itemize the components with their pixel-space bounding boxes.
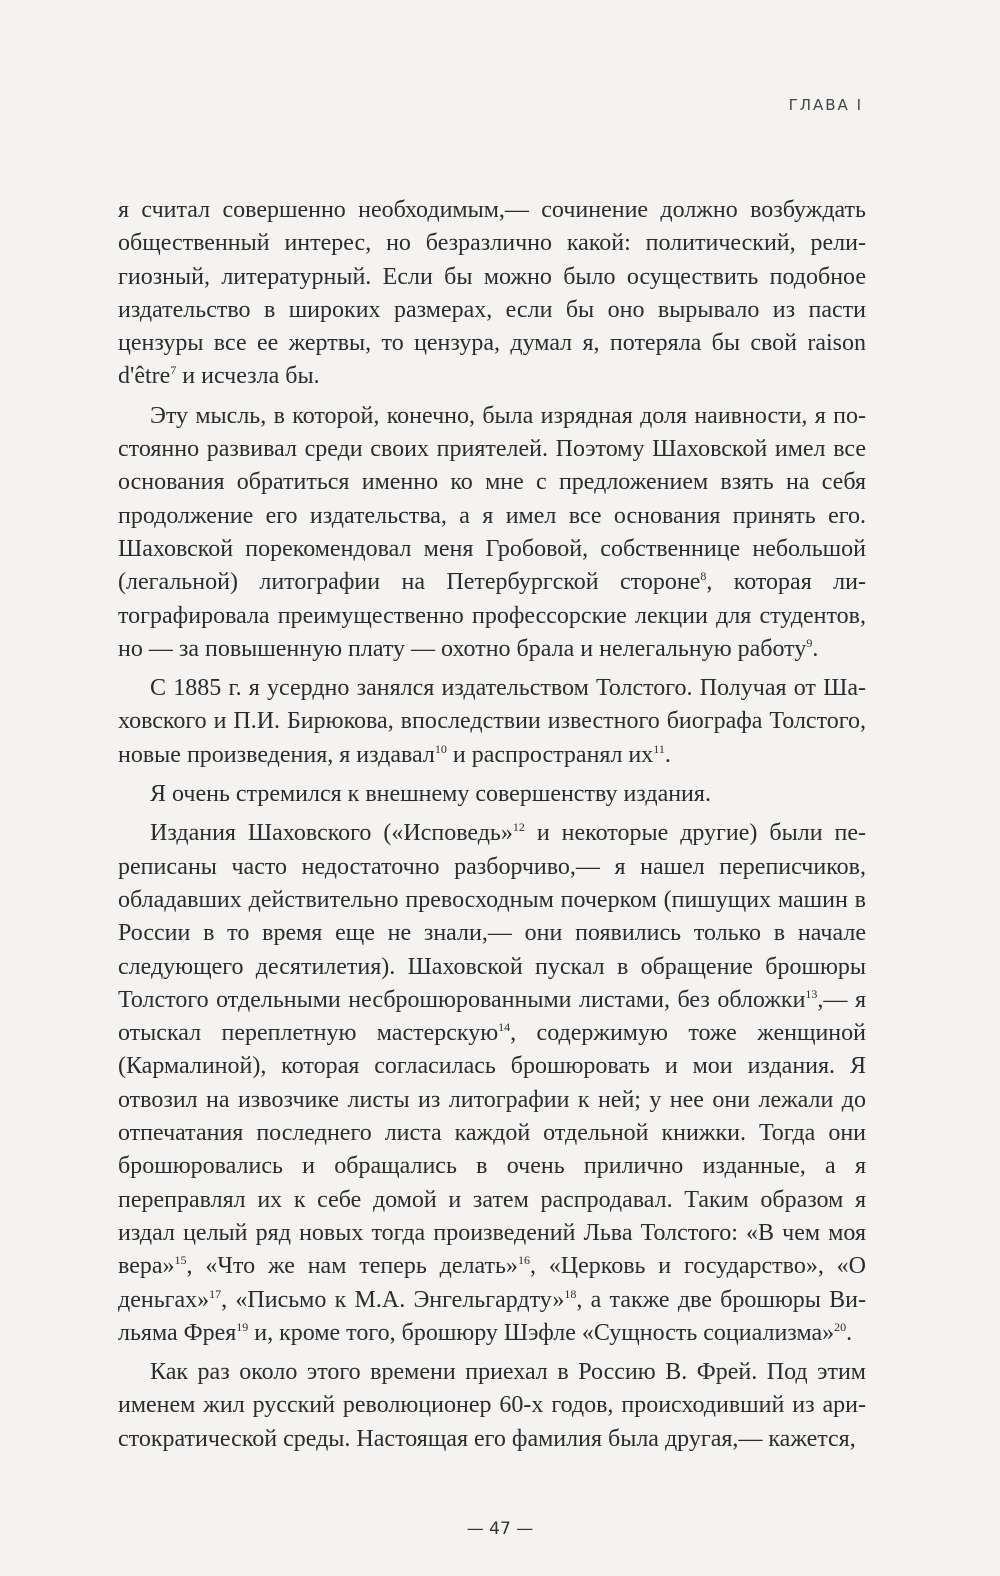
text-run: и, кроме того, брошюру Шэфле «Сущность социализма» <box>248 1319 835 1346</box>
text-run: С 1885 г. я усердно занялся издательством Толстого. Получая от Шаховского и П.И. Бирюкова, впоследствии известного биографа Толстого, новые произведения, я издавал <box>118 675 866 768</box>
text-run: ,— я отыскал переплетную мастерскую <box>118 986 866 1047</box>
footnote-ref: 18 <box>564 1286 577 1301</box>
footnote-ref: 19 <box>236 1319 249 1334</box>
footnote-ref: 15 <box>174 1253 187 1268</box>
paragraph-1 <box>118 194 866 394</box>
footnote-ref: 16 <box>517 1253 530 1268</box>
text-run: Издания Шаховского («Исповедь» <box>150 820 513 847</box>
footnote-ref: 14 <box>498 1020 511 1035</box>
footnote-ref: 10 <box>434 741 447 756</box>
footnote-ref: 9 <box>806 635 813 650</box>
text-run: . <box>812 635 819 662</box>
text-run: , содержимую тоже женщиной (Кармалиной), которая согласилась брошюровать и мои издания. Я отвозил на извозчике листы из литографии к ней; у нее они лежали до отпечатания последнего листа каждой отдельной книжки. Тогда они брошюровались и обращались в очень прилично изданные, а я переправлял их к себе домой и затем распродавал. Таким образом я издал целый ряд новых тогда произведений Льва Толстого: «В чем моя вера» <box>118 1020 866 1280</box>
text-run: Как раз около этого времени приехал в Россию В. Фрей. Под этим именем жил русский революционер 60-х годов, происходивший из аристократической среды. Настоящая его фамилия была другая,— кажется, <box>118 1359 866 1452</box>
text-run: и распространял их <box>446 741 654 768</box>
text-run: . <box>664 741 671 768</box>
text-run: и исчезла бы. <box>176 363 320 390</box>
text-run: . <box>846 1319 853 1346</box>
text-run: и некоторые другие) были переписаны часто недостаточно разборчиво,— я нашел переписчиков, обладавших действительно превосходным почерком (пишущих машин в России в то время еще не знали,— они появились только в начале следующего десятилетия). Шаховской пускал в обращение брошюры Толстого отдельными несброшюрованными листами, без обложки <box>118 820 867 1013</box>
text-run: , а также две брошюры Вильяма Фрея <box>118 1286 866 1346</box>
body-text <box>118 194 866 1456</box>
text-run: , «Письмо к М.А. Энгельгардту» <box>221 1286 565 1313</box>
footnote-ref: 17 <box>209 1286 222 1301</box>
footnote-ref: 13 <box>805 986 818 1001</box>
paragraph-2 <box>118 400 866 666</box>
paragraph-4 <box>118 778 866 811</box>
text-run: Эту мысль, в которой, конечно, была изрядная доля наивности, я постоянно развивал среди своих приятелей. Поэтому Шаховской имел все основания обратиться именно ко мне с предложением взять на себя продолжение его издательства, а я имел все основания принять его. Шаховской порекомендовал меня Гробовой, собственнице небольшой (легальной) литографии на Петербургской стороне <box>118 402 866 596</box>
text-run: , «Церковь и государство», «О деньгах» <box>118 1253 866 1313</box>
footnote-ref: 20 <box>834 1319 847 1334</box>
running-head: ГЛАВА I <box>788 96 863 114</box>
page-number: — 47 — <box>466 1519 534 1539</box>
paragraph-6 <box>118 1356 866 1456</box>
footnote-ref: 7 <box>170 363 177 378</box>
footnote-ref: 8 <box>700 569 707 584</box>
paragraph-3 <box>118 672 866 772</box>
footnote-ref: 12 <box>512 820 525 835</box>
text-run: Я очень стремился к внешнему совершенству издания. <box>150 781 711 808</box>
text-run: , которая литографировала преимущественно профессорские лекции для студентов, но — за повышенную плату — охотно брала и нелегальную работу <box>118 569 866 662</box>
paragraph-5 <box>118 817 866 1350</box>
text-run: я считал совершенно необходимым,— сочинение должно возбуждать общественный интерес, но безразлично какой: политический, религиозный, литературный. Если бы можно было осуществить подобное издательство в широких размерах, если бы оно вырывало из пасти цензуры все ее жертвы, то цензура, думал я, потеряла бы свой raison d'être <box>118 197 866 390</box>
text-run: , «Что же нам теперь делать» <box>186 1253 518 1280</box>
footnote-ref: 11 <box>653 741 665 756</box>
